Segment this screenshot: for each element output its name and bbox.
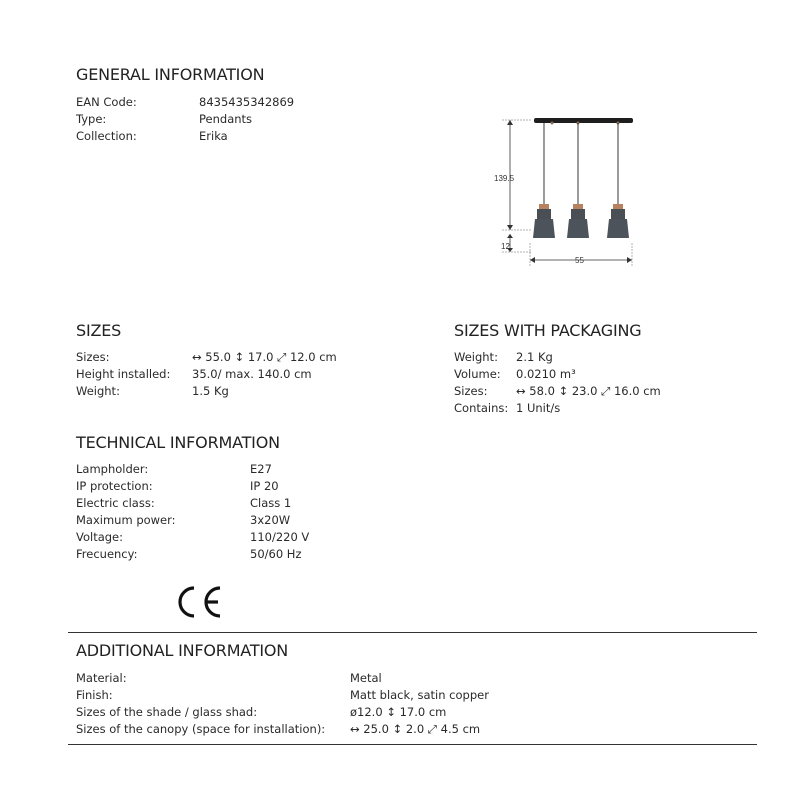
additional-row-shade	[76, 704, 736, 721]
technical-class-value: Class 1	[250, 496, 292, 510]
sizes-title: SIZES	[76, 321, 122, 340]
technical-row-ip	[76, 478, 396, 495]
additional-shade-value: ø12.0 ↕ 17.0 cm	[350, 705, 447, 719]
general-information-title: GENERAL INFORMATION	[76, 65, 265, 84]
packaging-contains-label: Contains:	[454, 401, 509, 415]
general-collection-label: Collection:	[76, 129, 137, 143]
general-row-ean	[76, 94, 336, 111]
sizes-row-height	[76, 366, 396, 383]
technical-lampholder-label: Lampholder:	[76, 462, 149, 476]
technical-lampholder-value: E27	[250, 462, 272, 476]
additional-finish-label: Finish:	[76, 688, 113, 702]
packaging-sizes-value: ↔ 58.0 ↕ 23.0 ⤢ 16.0 cm	[516, 384, 661, 398]
packaging-weight-value: 2.1 Kg	[516, 350, 553, 364]
packaging-row-sizes	[454, 383, 754, 400]
sizes-weight-label: Weight:	[76, 384, 120, 398]
technical-voltage-value: 110/220 V	[250, 530, 310, 544]
additional-information-title: ADDITIONAL INFORMATION	[76, 641, 289, 660]
general-ean-value: 8435435342869	[199, 95, 295, 109]
ce-mark-logo	[174, 583, 224, 621]
pendant-shade-center	[567, 204, 589, 238]
general-type-value: Pendants	[199, 112, 253, 126]
sizes-sizes-label: Sizes:	[76, 350, 110, 364]
general-row-collection	[76, 128, 336, 145]
technical-class-label: Electric class:	[76, 496, 155, 510]
sizes-height-value: 35.0/ max. 140.0 cm	[192, 367, 312, 381]
general-type-label: Type:	[76, 112, 107, 126]
technical-row-voltage	[76, 529, 396, 546]
additional-material-value: Metal	[350, 671, 382, 685]
shade-dimension-label: 12	[501, 242, 510, 251]
sizes-weight-value: 1.5 Kg	[192, 384, 229, 398]
packaging-row-weight	[454, 349, 754, 366]
packaging-volume-value: 0.0210 m³	[516, 367, 576, 381]
technical-frequency-value: 50/60 Hz	[250, 547, 302, 561]
product-dimension-diagram	[492, 112, 640, 270]
sizes-sizes-value: ↔ 55.0 ↕ 17.0 ⤢ 12.0 cm	[192, 350, 337, 364]
technical-row-class	[76, 495, 396, 512]
height-dimension-label: 139.5	[494, 174, 515, 183]
general-ean-label: EAN Code:	[76, 95, 137, 109]
additional-row-finish	[76, 687, 736, 704]
additional-bottom-divider	[68, 744, 757, 745]
additional-shade-label: Sizes of the shade / glass shad:	[76, 705, 258, 719]
general-collection-value: Erika	[199, 129, 228, 143]
packaging-row-volume	[454, 366, 754, 383]
pendant-shade-left	[533, 204, 555, 238]
technical-row-lampholder	[76, 461, 396, 478]
pendant-shade-right	[607, 204, 629, 238]
technical-ip-value: IP 20	[250, 479, 279, 493]
packaging-weight-label: Weight:	[454, 350, 498, 364]
additional-top-divider	[68, 632, 757, 633]
technical-voltage-label: Voltage:	[76, 530, 124, 544]
packaging-title: SIZES WITH PACKAGING	[454, 321, 642, 340]
additional-finish-value: Matt black, satin copper	[350, 688, 489, 702]
sizes-row-weight	[76, 383, 396, 400]
technical-row-frequency	[76, 546, 396, 563]
additional-material-label: Material:	[76, 671, 127, 685]
packaging-volume-label: Volume:	[454, 367, 501, 381]
sizes-row-sizes	[76, 349, 396, 366]
technical-row-power	[76, 512, 396, 529]
packaging-contains-value: 1 Unit/s	[516, 401, 561, 415]
technical-power-value: 3x20W	[250, 513, 291, 527]
packaging-row-contains	[454, 400, 754, 417]
technical-frequency-label: Frecuency:	[76, 547, 138, 561]
additional-canopy-value: ↔ 25.0 ↕ 2.0 ⤢ 4.5 cm	[350, 722, 481, 736]
additional-row-material	[76, 670, 736, 687]
width-dimension-label: 55	[575, 256, 584, 265]
technical-ip-label: IP protection:	[76, 479, 153, 493]
general-row-type	[76, 111, 336, 128]
technical-information-title: TECHNICAL INFORMATION	[76, 433, 280, 452]
sizes-height-label: Height installed:	[76, 367, 171, 381]
technical-power-label: Maximum power:	[76, 513, 176, 527]
packaging-sizes-label: Sizes:	[454, 384, 488, 398]
additional-canopy-label: Sizes of the canopy (space for installation):	[76, 722, 326, 736]
additional-row-canopy	[76, 721, 736, 738]
